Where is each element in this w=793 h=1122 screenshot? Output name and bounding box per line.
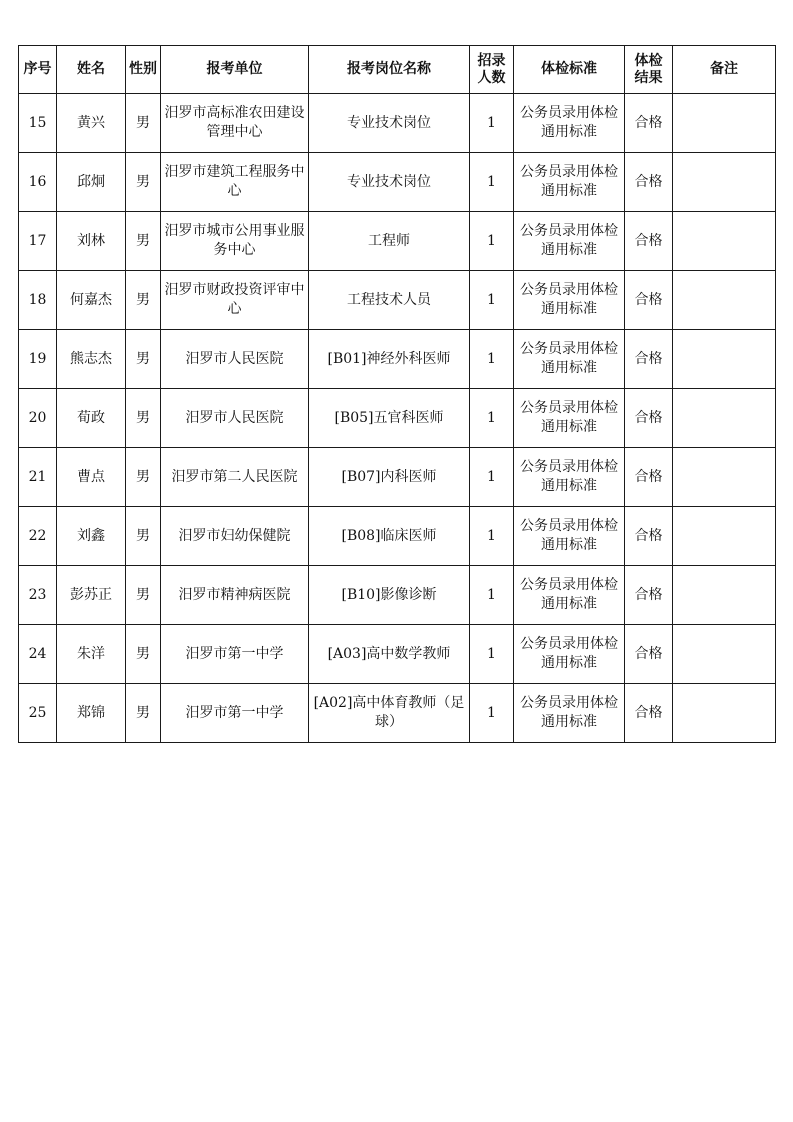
cell-gender: 男 — [126, 153, 161, 212]
table-row — [19, 566, 776, 625]
cell-quota: 1 — [470, 507, 514, 566]
cell-quota: 1 — [470, 566, 514, 625]
cell-result: 合格 — [625, 507, 673, 566]
cell-unit: 汨罗市高标准农田建设管理中心 — [161, 94, 309, 153]
header-remark: 备注 — [673, 46, 776, 94]
cell-remark — [673, 94, 776, 153]
cell-remark — [673, 153, 776, 212]
cell-name: 何嘉杰 — [57, 271, 126, 330]
cell-result: 合格 — [625, 684, 673, 743]
cell-seq: 22 — [19, 507, 57, 566]
cell-name: 刘鑫 — [57, 507, 126, 566]
table-row — [19, 212, 776, 271]
cell-result: 合格 — [625, 625, 673, 684]
table-row — [19, 684, 776, 743]
cell-unit: 汨罗市第一中学 — [161, 625, 309, 684]
cell-unit: 汨罗市人民医院 — [161, 330, 309, 389]
cell-seq: 23 — [19, 566, 57, 625]
cell-seq: 18 — [19, 271, 57, 330]
cell-result: 合格 — [625, 94, 673, 153]
cell-seq: 20 — [19, 389, 57, 448]
cell-standard: 公务员录用体检通用标准 — [514, 330, 625, 389]
cell-quota: 1 — [470, 94, 514, 153]
cell-remark — [673, 507, 776, 566]
cell-standard: 公务员录用体检通用标准 — [514, 271, 625, 330]
header-row — [19, 46, 776, 94]
cell-remark — [673, 212, 776, 271]
cell-remark — [673, 389, 776, 448]
cell-position: [B10]影像诊断 — [309, 566, 470, 625]
cell-gender: 男 — [126, 507, 161, 566]
cell-quota: 1 — [470, 153, 514, 212]
cell-gender: 男 — [126, 566, 161, 625]
table-row — [19, 94, 776, 153]
physical-exam-results-table — [18, 45, 776, 743]
cell-seq: 25 — [19, 684, 57, 743]
cell-name: 刘林 — [57, 212, 126, 271]
cell-standard: 公务员录用体检通用标准 — [514, 566, 625, 625]
cell-result: 合格 — [625, 389, 673, 448]
table-row — [19, 271, 776, 330]
cell-name: 荀政 — [57, 389, 126, 448]
cell-remark — [673, 448, 776, 507]
cell-position: [B01]神经外科医师 — [309, 330, 470, 389]
header-seq: 序号 — [19, 46, 57, 94]
cell-remark — [673, 330, 776, 389]
cell-standard: 公务员录用体检通用标准 — [514, 212, 625, 271]
cell-result: 合格 — [625, 566, 673, 625]
cell-position: 工程师 — [309, 212, 470, 271]
table-row — [19, 448, 776, 507]
cell-position: 专业技术岗位 — [309, 153, 470, 212]
cell-standard: 公务员录用体检通用标准 — [514, 625, 625, 684]
cell-gender: 男 — [126, 271, 161, 330]
cell-unit: 汨罗市第一中学 — [161, 684, 309, 743]
table-row — [19, 389, 776, 448]
cell-seq: 16 — [19, 153, 57, 212]
cell-result: 合格 — [625, 212, 673, 271]
header-unit: 报考单位 — [161, 46, 309, 94]
cell-standard: 公务员录用体检通用标准 — [514, 153, 625, 212]
cell-name: 邱炯 — [57, 153, 126, 212]
cell-seq: 17 — [19, 212, 57, 271]
cell-quota: 1 — [470, 389, 514, 448]
cell-position: 专业技术岗位 — [309, 94, 470, 153]
cell-gender: 男 — [126, 389, 161, 448]
cell-seq: 19 — [19, 330, 57, 389]
cell-quota: 1 — [470, 330, 514, 389]
cell-quota: 1 — [470, 625, 514, 684]
header-result: 体检结果 — [625, 46, 673, 94]
cell-unit: 汨罗市建筑工程服务中心 — [161, 153, 309, 212]
cell-seq: 15 — [19, 94, 57, 153]
cell-name: 曹点 — [57, 448, 126, 507]
header-name: 姓名 — [57, 46, 126, 94]
table-row — [19, 507, 776, 566]
cell-name: 郑锦 — [57, 684, 126, 743]
cell-position: [A02]高中体育教师（足球） — [309, 684, 470, 743]
cell-gender: 男 — [126, 625, 161, 684]
cell-standard: 公务员录用体检通用标准 — [514, 684, 625, 743]
cell-position: 工程技术人员 — [309, 271, 470, 330]
cell-unit: 汨罗市精神病医院 — [161, 566, 309, 625]
cell-quota: 1 — [470, 448, 514, 507]
cell-unit: 汨罗市城市公用事业服务中心 — [161, 212, 309, 271]
cell-standard: 公务员录用体检通用标准 — [514, 448, 625, 507]
cell-name: 朱洋 — [57, 625, 126, 684]
cell-unit: 汨罗市妇幼保健院 — [161, 507, 309, 566]
cell-position: [A03]高中数学教师 — [309, 625, 470, 684]
cell-standard: 公务员录用体检通用标准 — [514, 94, 625, 153]
cell-position: [B08]临床医师 — [309, 507, 470, 566]
cell-seq: 24 — [19, 625, 57, 684]
cell-result: 合格 — [625, 448, 673, 507]
cell-result: 合格 — [625, 153, 673, 212]
cell-standard: 公务员录用体检通用标准 — [514, 507, 625, 566]
cell-gender: 男 — [126, 94, 161, 153]
cell-name: 黄兴 — [57, 94, 126, 153]
cell-gender: 男 — [126, 684, 161, 743]
cell-quota: 1 — [470, 212, 514, 271]
cell-unit: 汨罗市人民医院 — [161, 389, 309, 448]
cell-quota: 1 — [470, 684, 514, 743]
cell-remark — [673, 684, 776, 743]
cell-seq: 21 — [19, 448, 57, 507]
table-body — [19, 94, 776, 743]
cell-name: 熊志杰 — [57, 330, 126, 389]
cell-position: [B05]五官科医师 — [309, 389, 470, 448]
header-standard: 体检标准 — [514, 46, 625, 94]
cell-gender: 男 — [126, 212, 161, 271]
cell-gender: 男 — [126, 330, 161, 389]
cell-remark — [673, 271, 776, 330]
cell-remark — [673, 625, 776, 684]
cell-gender: 男 — [126, 448, 161, 507]
cell-name: 彭苏正 — [57, 566, 126, 625]
header-quota: 招录人数 — [470, 46, 514, 94]
header-gender: 性别 — [126, 46, 161, 94]
cell-unit: 汨罗市第二人民医院 — [161, 448, 309, 507]
cell-result: 合格 — [625, 271, 673, 330]
cell-remark — [673, 566, 776, 625]
cell-unit: 汨罗市财政投资评审中心 — [161, 271, 309, 330]
cell-quota: 1 — [470, 271, 514, 330]
header-position: 报考岗位名称 — [309, 46, 470, 94]
table-row — [19, 330, 776, 389]
table-row — [19, 153, 776, 212]
cell-result: 合格 — [625, 330, 673, 389]
table-row — [19, 625, 776, 684]
cell-standard: 公务员录用体检通用标准 — [514, 389, 625, 448]
cell-position: [B07]内科医师 — [309, 448, 470, 507]
table-header — [19, 46, 776, 94]
